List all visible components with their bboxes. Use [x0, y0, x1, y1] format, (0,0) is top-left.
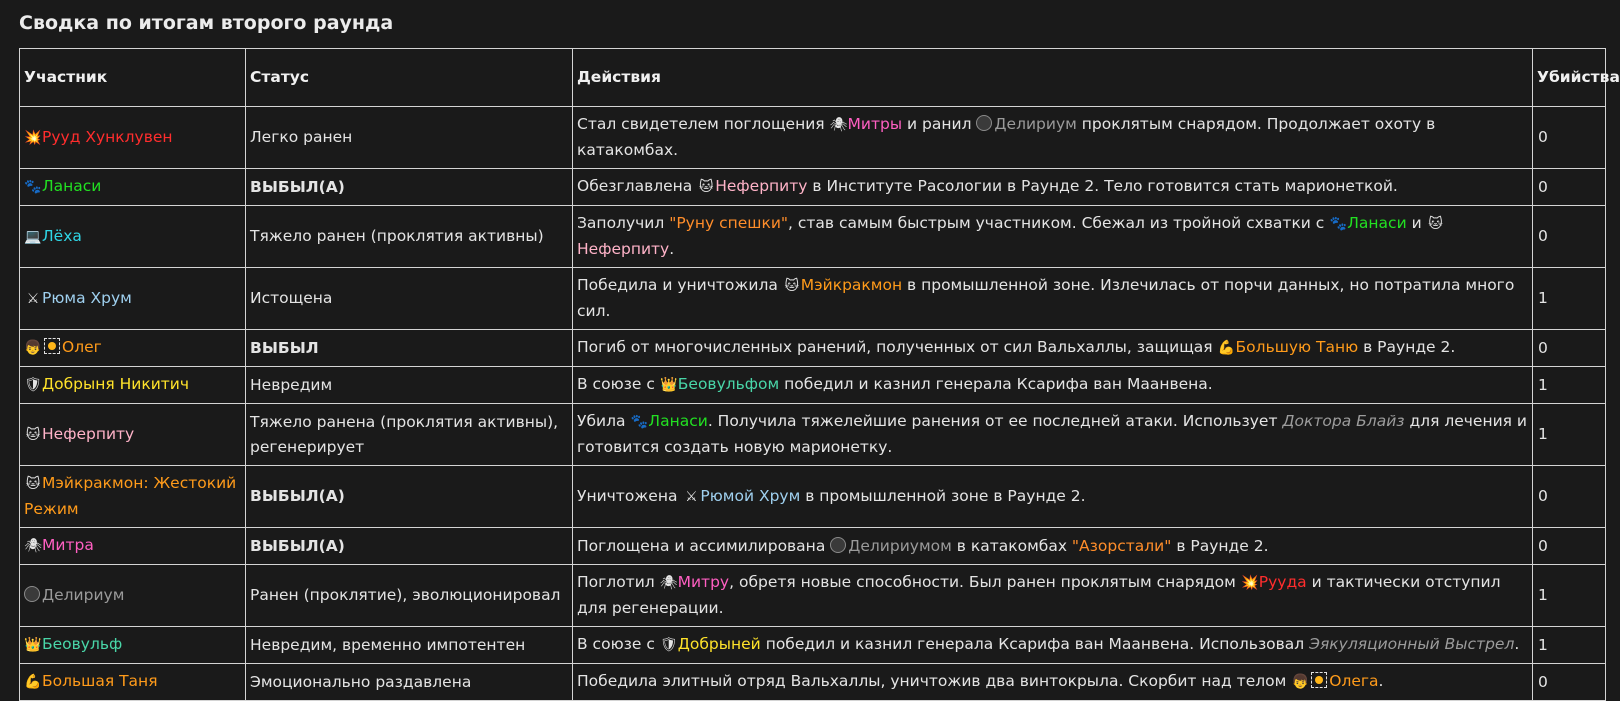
action-text: в Раунде 2.: [1358, 338, 1456, 356]
actions-cell: [573, 268, 1533, 330]
status-cell: Ранен (проклятие), эволюционировал: [246, 565, 573, 627]
sun-badge-icon: [1311, 672, 1327, 688]
table-row: [20, 169, 1606, 206]
actions-cell: [573, 466, 1533, 528]
action-text: .: [669, 240, 675, 258]
status-cell: Тяжело ранена (проклятия активны), регенерирует: [246, 404, 573, 466]
kills-cell: 0: [1533, 528, 1606, 565]
spider-icon: 🕷: [24, 538, 42, 554]
cat-icon: 🐱: [25, 476, 41, 492]
action-text: проклятым снарядом. Продолжает охоту в катакомбах.: [577, 115, 1436, 159]
participant-cell: [20, 330, 246, 367]
table-row: [20, 466, 1606, 528]
status-cell: Тяжело ранен (проклятия активны): [246, 206, 573, 268]
participant-cell: [20, 206, 246, 268]
participant-mention: Рууда: [1258, 573, 1307, 591]
participant-name: Олег: [62, 338, 102, 356]
table-row: [20, 206, 1606, 268]
participant-cell: [20, 268, 246, 330]
status-cell: Невредим: [246, 367, 573, 404]
action-text: и: [1406, 214, 1427, 232]
participant-name: Мэйкракмон: Жестокий Режим: [24, 474, 237, 518]
participant-name: Митра: [42, 536, 94, 554]
page-title: Сводка по итогам второго раунда: [19, 12, 394, 34]
actions-cell: [573, 627, 1533, 664]
action-text: В союзе с: [577, 635, 660, 653]
actions-cell: [573, 404, 1533, 466]
dark-orb-icon: [830, 537, 846, 553]
actions-cell: [573, 664, 1533, 701]
action-text: .: [1378, 672, 1384, 690]
participant-name: Делириум: [42, 586, 125, 604]
action-text: Погиб от многочисленных ранений, полученных от сил Вальхаллы, защищая: [577, 338, 1218, 356]
participant-name: Рууд Хунклувен: [42, 127, 173, 146]
participant-mention: Мэйкракмон: [800, 276, 903, 294]
participant-mention: Олега: [1329, 672, 1379, 690]
kills-cell: 0: [1533, 206, 1606, 268]
action-text: Стал свидетелем поглощения: [577, 115, 830, 133]
participant-mention: Делириум: [994, 115, 1077, 133]
action-text: Заполучил: [577, 214, 670, 232]
participant-name: Большая Таня: [42, 672, 158, 690]
flexed-arm-icon: 💪: [1217, 340, 1236, 356]
actions-cell: [573, 367, 1533, 404]
paw-icon: 🐾: [24, 179, 42, 195]
action-text: Уничтожена: [577, 486, 683, 505]
kills-cell: 1: [1533, 268, 1606, 330]
actions-cell: [573, 528, 1533, 565]
ability-name: Эякуляционный Выстрел: [1309, 635, 1515, 653]
spider-icon: 🕷: [829, 117, 848, 133]
actions-cell: [573, 169, 1533, 206]
crossed-swords-icon: ⚔: [685, 488, 698, 505]
status-cell: ВЫБЫЛ(А): [246, 528, 573, 565]
explosion-icon: 💥: [1241, 575, 1259, 591]
action-text: Победила и уничтожила: [577, 276, 783, 294]
participant-name: Рюма Хрум: [42, 288, 132, 307]
action-text: Победила элитный отряд Вальхаллы, уничтожив два винтокрыла. Скорбит над телом: [577, 672, 1292, 690]
dark-orb-icon: [24, 586, 40, 602]
cat-icon: 🐱: [25, 426, 41, 443]
round-summary-table: [19, 48, 1620, 701]
ability-name: Доктора Блайз: [1282, 412, 1405, 430]
shield-icon: 🛡: [659, 637, 678, 653]
status-cell: Эмоционально раздавлена: [246, 664, 573, 701]
action-text: победил и казнил генерала Ксарифа ван Маанвена.: [779, 375, 1213, 393]
kills-cell: 1: [1533, 367, 1606, 404]
shield-icon: 🛡: [24, 377, 42, 393]
kills-cell: 1: [1533, 404, 1606, 466]
action-text: победил и казнил генерала Ксарифа ван Маанвена. Использовал: [760, 635, 1310, 653]
cat-icon: 🐱: [784, 278, 800, 294]
action-text: в катакомбах: [951, 536, 1072, 555]
action-text: , обретя новые способности. Был ранен проклятым снарядом: [729, 573, 1241, 591]
paw-icon: 🐾: [1329, 216, 1347, 232]
participant-cell: [20, 528, 246, 565]
crown-icon: 👑: [660, 377, 678, 393]
participant-cell: [20, 107, 246, 169]
status-cell: Невредим, временно импотентен: [246, 627, 573, 664]
table-row: [20, 268, 1606, 330]
spider-icon: 🕷: [659, 575, 678, 591]
participant-cell: [20, 404, 246, 466]
participant-name: Неферпиту: [42, 424, 135, 443]
status-cell: Истощена: [246, 268, 573, 330]
participant-mention: Митры: [847, 115, 903, 133]
crown-icon: 👑: [24, 637, 42, 653]
action-text: , став самым быстрым участником. Сбежал из тройной схватки с: [788, 214, 1330, 232]
participant-mention: Большую Таню: [1235, 338, 1359, 356]
participant-name: Ланаси: [42, 177, 102, 195]
sun-badge-icon: [44, 338, 60, 354]
participant-mention: "Руну спешки": [669, 214, 789, 232]
kills-cell: 1: [1533, 627, 1606, 664]
action-text: для лечения и готовится создать новую марионетку.: [577, 412, 1527, 456]
participant-cell: [20, 664, 246, 701]
participant-name: Добрыня Никитич: [42, 375, 190, 393]
action-text: .: [1514, 635, 1520, 653]
boy-icon: 👦: [1291, 674, 1309, 690]
participant-mention: Беовульфом: [677, 375, 780, 393]
action-text: и тактически отступил для регенерации.: [577, 573, 1501, 617]
status-cell: ВЫБЫЛ: [246, 330, 573, 367]
dark-orb-icon: [976, 115, 992, 131]
crossed-swords-icon: ⚔: [26, 290, 40, 307]
boy-icon: 👦: [24, 340, 42, 356]
kills-cell: 0: [1533, 466, 1606, 528]
participant-mention: Ланаси: [648, 412, 708, 430]
status-cell: Легко ранен: [246, 107, 573, 169]
participant-mention: Митру: [677, 573, 730, 591]
participant-cell: [20, 627, 246, 664]
action-text: Поглотил: [577, 573, 660, 591]
kills-cell: 0: [1533, 664, 1606, 701]
action-text: в промышленной зоне в Раунде 2.: [800, 486, 1086, 505]
participant-mention: Неферпиту: [715, 177, 808, 195]
kills-cell: 0: [1533, 107, 1606, 169]
participant-mention: Неферпиту: [577, 240, 670, 258]
table-header-row: [20, 49, 1606, 107]
action-text: Обезглавлена: [577, 177, 698, 195]
action-text: в Раунде 2.: [1171, 536, 1269, 555]
table-row: [20, 664, 1606, 701]
status-cell: ВЫБЫЛ(А): [246, 169, 573, 206]
explosion-icon: 💥: [24, 129, 42, 146]
participant-name: Беовульф: [42, 635, 123, 653]
table-body: [20, 107, 1606, 701]
action-text: В союзе с: [577, 375, 660, 393]
paw-icon: 🐾: [630, 414, 649, 430]
header-kills: Убийства: [1533, 49, 1606, 107]
participant-cell: [20, 367, 246, 404]
participant-cell: [20, 565, 246, 627]
kills-cell: 0: [1533, 169, 1606, 206]
status-cell: ВЫБЫЛ(А): [246, 466, 573, 528]
laptop-icon: 💻: [24, 228, 42, 245]
participant-cell: [20, 466, 246, 528]
action-text: и ранил: [902, 115, 977, 133]
table-row: [20, 367, 1606, 404]
header-participant: Участник: [20, 49, 246, 107]
action-text: Поглощена и ассимилирована: [577, 536, 831, 555]
participant-mention: Рюмой Хрум: [700, 486, 801, 505]
action-text: в Институте Расологии в Раунде 2. Тело готовится стать марионеткой.: [807, 177, 1398, 195]
participant-mention: Добрыней: [677, 635, 761, 653]
participant-name: Лёха: [42, 226, 82, 245]
participant-mention: Делириумом: [848, 536, 952, 555]
kills-cell: 0: [1533, 330, 1606, 367]
action-text: . Получила тяжелейшие ранения от ее последней атаки. Использует: [707, 412, 1283, 430]
cat-icon: 🐱: [1428, 216, 1443, 232]
actions-cell: [573, 330, 1533, 367]
table-row: [20, 627, 1606, 664]
table-row: [20, 565, 1606, 627]
participant-cell: [20, 169, 246, 206]
kills-cell: 1: [1533, 565, 1606, 627]
header-actions: Действия: [573, 49, 1533, 107]
actions-cell: [573, 107, 1533, 169]
cat-icon: 🐱: [698, 179, 714, 195]
participant-mention: Ланаси: [1347, 214, 1407, 232]
table-row: [20, 404, 1606, 466]
action-text: в промышленной зоне. Излечилась от порчи данных, но потратила много сил.: [577, 276, 1515, 320]
action-text: Убила: [577, 412, 631, 430]
header-status: Статус: [246, 49, 573, 107]
flexed-arm-icon: 💪: [24, 674, 42, 690]
actions-cell: [573, 565, 1533, 627]
actions-cell: [573, 206, 1533, 268]
table-row: [20, 107, 1606, 169]
participant-mention: "Азорстали": [1071, 536, 1172, 555]
table-row: [20, 528, 1606, 565]
table-row: [20, 330, 1606, 367]
